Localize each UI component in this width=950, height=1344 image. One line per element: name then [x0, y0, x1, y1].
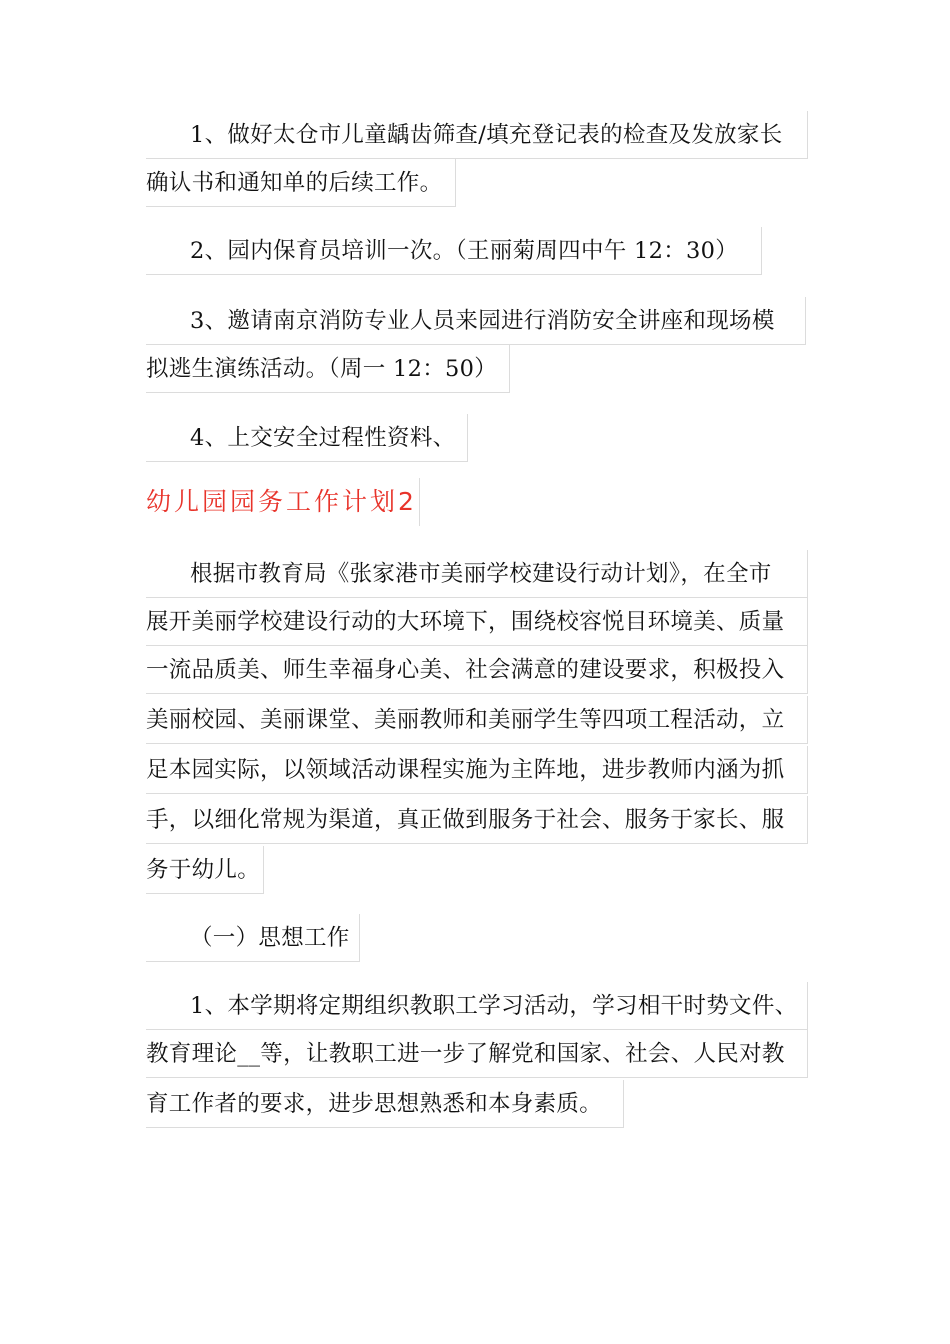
subsection-heading: （一）思想工作: [146, 914, 360, 962]
text-line: 一流品质美、师生幸福身心美、社会满意的建设要求，积极投入: [146, 646, 808, 694]
text-line: 3、邀请南京消防专业人员来园进行消防安全讲座和现场模: [146, 297, 806, 345]
text-line: 确认书和通知单的后续工作。: [146, 159, 456, 207]
text-line: 务于幼儿。: [146, 846, 264, 894]
text-line: 育工作者的要求，进步思想熟悉和本身素质。: [146, 1080, 624, 1128]
text-line: 1、做好太仓市儿童龋齿筛查/填充登记表的检查及发放家长: [146, 111, 808, 159]
text-line: 4、上交安全过程性资料、: [146, 414, 468, 462]
text-line: 1、本学期将定期组织教职工学习活动，学习相干时势文件、: [146, 982, 808, 1030]
text-line: 足本园实际，以领域活动课程实施为主阵地，进步教师内涵为抓: [146, 746, 808, 794]
text-line: 2、园内保育员培训一次。（王丽菊周四中午 12：30）: [146, 227, 762, 275]
section-heading: 幼儿园园务工作计划2: [146, 478, 420, 526]
text-line: 美丽校园、美丽课堂、美丽教师和美丽学生等四项工程活动，立: [146, 696, 808, 744]
text-line: 手，以细化常规为渠道，真正做到服务于社会、服务于家长、服: [146, 796, 808, 844]
text-line: 根据市教育局《张家港市美丽学校建设行动计划》，在全市: [146, 550, 808, 598]
text-line: 拟逃生演练活动。（周一 12：50）: [146, 345, 510, 393]
text-line: 教育理论__等，让教职工进一步了解党和国家、社会、人民对教: [146, 1030, 808, 1078]
text-line: 展开美丽学校建设行动的大环境下，围绕校容悦目环境美、质量: [146, 598, 808, 646]
